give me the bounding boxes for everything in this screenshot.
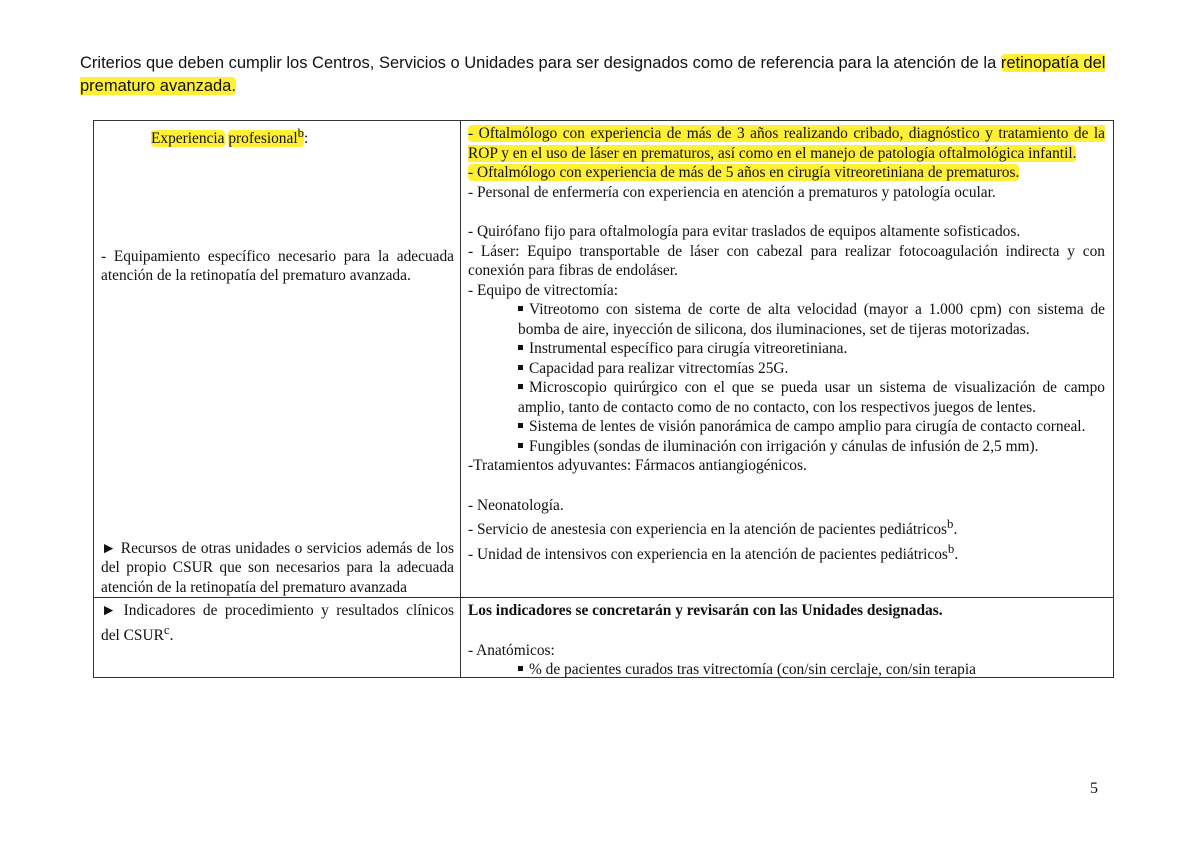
- left-cell: [94, 121, 461, 598]
- eq-adjuvant: -Tratamientos adyuvantes: Fármacos antiangiogénicos.: [468, 457, 807, 474]
- anatomic-heading: - Anatómicos:: [468, 641, 555, 659]
- bullet-square-icon: [518, 384, 523, 389]
- spacer: [468, 621, 1105, 641]
- heading-text: Criterios que deben cumplir los Centros, Servicios o Unidades para ser designados como de referencia para la atención de la: [80, 54, 1001, 72]
- left-cell: [94, 598, 461, 678]
- list-item: Fungibles (sondas de iluminación con irrigación y cánulas de infusión de 2,5 mm).: [468, 437, 1105, 457]
- right-cell: [461, 598, 1114, 678]
- res-neonatology: - Neonatología.: [468, 496, 564, 514]
- req-ophthalmologist-3y: - Oftalmólogo con experiencia de más de 3 años realizando cribado, diagnóstico y tratamiento de la ROP y en el uso de láser en prematuros, así como en el manejo de patología oftalmológica infantil.: [468, 125, 1105, 162]
- label-resources: ► Recursos de otras unidades o servicios además de los del propio CSUR que son necesarios para la adecuada atención de la retinopatía del prematuro avanzada: [101, 539, 454, 596]
- res-anesthesia: - Servicio de anestesia con experiencia en la atención de pacientes pediátricos$^b$.: [468, 517, 958, 539]
- spacer: [468, 202, 1105, 222]
- list-item: Instrumental específico para cirugía vitreoretiniana.: [468, 339, 1105, 359]
- bullet-square-icon: [518, 345, 523, 350]
- eq-vitrectomy: - Equipo de vitrectomía:: [468, 281, 619, 299]
- req-ophthalmologist-5y: - Oftalmólogo con experiencia de más de 5 años en cirugía vitreoretiniana de prematuros.: [468, 164, 1020, 181]
- spacer: [468, 564, 1105, 578]
- spacer: [468, 476, 1105, 496]
- bullet-square-icon: [518, 666, 523, 671]
- heading-highlight: retinopatía del prematuro avanzada.: [80, 54, 1106, 95]
- label-indicators: ► Indicadores de procedimiento y resultados clínicos del CSUR$^c$.: [101, 602, 454, 644]
- label-equipment: - Equipamiento específico necesario para la adecuada atención de la retinopatía del prematuro avanzada.: [101, 247, 454, 285]
- list-item: Vitreotomo con sistema de corte de alta velocidad (mayor a 1.000 cpm) con sistema de bomba de aire, inyección de silicona, dos iluminaciones, set de tijeras motorizadas.: [518, 301, 1105, 338]
- document-heading: [80, 52, 1130, 98]
- right-cell: [461, 121, 1114, 598]
- bullet-square-icon: [518, 443, 523, 448]
- criteria-table: [93, 120, 1114, 678]
- spacer: [101, 149, 454, 247]
- req-nursing: - Personal de enfermería con experiencia en atención a prematuros y patología ocular.: [468, 183, 996, 201]
- list-item: Sistema de lentes de visión panorámica de campo amplio para cirugía de contacto corneal.: [468, 417, 1105, 437]
- table-row: [94, 598, 1114, 678]
- bullet-square-icon: [518, 306, 523, 311]
- eq-operating-room: - Quirófano fijo para oftalmología para evitar traslados de equipos altamente sofisticados.: [468, 223, 1021, 240]
- bullet-square-icon: [518, 423, 523, 428]
- list-item: % de pacientes curados tras vitrectomía (con/sin cerclaje, con/sin terapia: [468, 660, 1105, 677]
- indicators-note: Los indicadores se concretarán y revisarán con las Unidades designadas.: [468, 602, 943, 620]
- list-item: Microscopio quirúrgico con el que se pueda usar un sistema de visualización de campo amplio, tanto de contacto como de no contacto, con los respectivos juegos de lentes.: [518, 379, 1105, 416]
- label-professional-experience: Experiencia profesional$^b$:: [151, 126, 309, 148]
- spacer: [101, 286, 454, 539]
- bullet-square-icon: [518, 365, 523, 370]
- eq-laser: - Láser: Equipo transportable de láser con cabezal para realizar fotocoagulación indirecta y con conexión para fibras de endoláser.: [468, 242, 1105, 279]
- list-item: Capacidad para realizar vitrectomías 25G.: [468, 359, 1105, 379]
- table-row: [94, 121, 1114, 598]
- page-number: 5: [1090, 780, 1098, 797]
- res-icu: - Unidad de intensivos con experiencia en la atención de pacientes pediátricos$^b$.: [468, 541, 959, 563]
